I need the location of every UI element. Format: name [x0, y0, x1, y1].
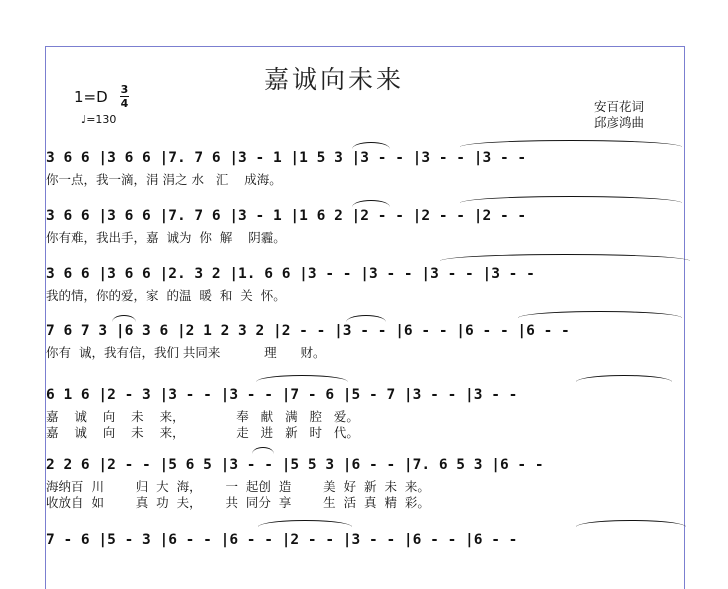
lyric-line: 我的情，你的爱，家 的温 暖 和 关 怀。: [46, 288, 286, 303]
tie-mark: [440, 254, 690, 261]
tempo-marking: ♩=130: [81, 113, 117, 126]
slur-mark: [352, 142, 390, 149]
notation-line: 2 2 6 |2 - - |5 6 5 |3 - - |5 5 3 |6 - - |7. 6 5 3 |6 - -: [46, 457, 544, 473]
time-signature: [120, 84, 129, 109]
slur-mark: [252, 447, 274, 454]
score-row: [46, 532, 682, 580]
tie-mark: [460, 140, 682, 147]
notation-line: 7 6 7 3 |6 3 6 |2 1 2 3 2 |2 - - |3 - - |6 - - |6 - - |6 - -: [46, 323, 570, 339]
tie-mark: [258, 520, 352, 527]
slur-mark: [346, 315, 386, 322]
tie-mark: [460, 196, 682, 203]
time-signature-bottom: 4: [120, 97, 129, 110]
slur-mark: [112, 315, 136, 322]
score-row: [46, 387, 682, 440]
slur-mark: [352, 200, 390, 207]
notation-line: 6 1 6 |2 - 3 |3 - - |3 - - |7 - 6 |5 - 7 |3 - - |3 - -: [46, 387, 518, 403]
score-row: [46, 323, 682, 371]
lyric-line: 你有难，我出手，嘉 诚为 你 解 阴霾。: [46, 230, 286, 245]
lyricist-credit: 安百花词: [594, 99, 645, 114]
time-signature-top: 3: [120, 83, 129, 96]
notation-line: 7 - 6 |5 - 3 |6 - - |6 - - |2 - - |3 - - |6 - - |6 - -: [46, 532, 518, 548]
song-title: 嘉诚向未来: [264, 65, 405, 94]
notation-line: 3 6 6 |3 6 6 |2. 3 2 |1. 6 6 |3 - - |3 - - |3 - - |3 - -: [46, 266, 535, 282]
lyric-line: 你有 诚，我有信，我们 共同来 理 财。: [46, 345, 326, 360]
key-signature: 1=D: [74, 88, 108, 106]
notation-line: 3 6 6 |3 6 6 |7. 7 6 |3 - 1 |1 6 2 |2 - - |2 - - |2 - -: [46, 208, 527, 224]
lyric-line: 嘉 诚 向 未 来， 奉 献 满 腔 爱。: [46, 409, 359, 424]
lyric-line: 你一点，我一滴，涓 涓之 水 汇 成海。: [46, 172, 282, 187]
tie-mark: [256, 375, 348, 382]
lyric-line: 海纳百 川 归 大 海， 一 起创 造 美 好 新 未 来。: [46, 479, 430, 494]
tie-mark: [576, 375, 672, 382]
score-row: [46, 266, 682, 314]
lyric-line-second: 收放自 如 真 功 夫， 共 同分 享 生 活 真 精 彩。: [46, 495, 430, 510]
tie-mark: [518, 311, 682, 318]
score-row: [46, 150, 682, 198]
score-row: [46, 457, 682, 510]
tie-mark: [576, 520, 686, 527]
notation-line: 3 6 6 |3 6 6 |7. 7 6 |3 - 1 |1 5 3 |3 - - |3 - - |3 - -: [46, 150, 527, 166]
score-row: [46, 208, 682, 256]
composer-credit: 邱彦鸿曲: [594, 115, 645, 130]
lyric-line-second: 嘉 诚 向 未 来， 走 进 新 时 代。: [46, 425, 359, 440]
